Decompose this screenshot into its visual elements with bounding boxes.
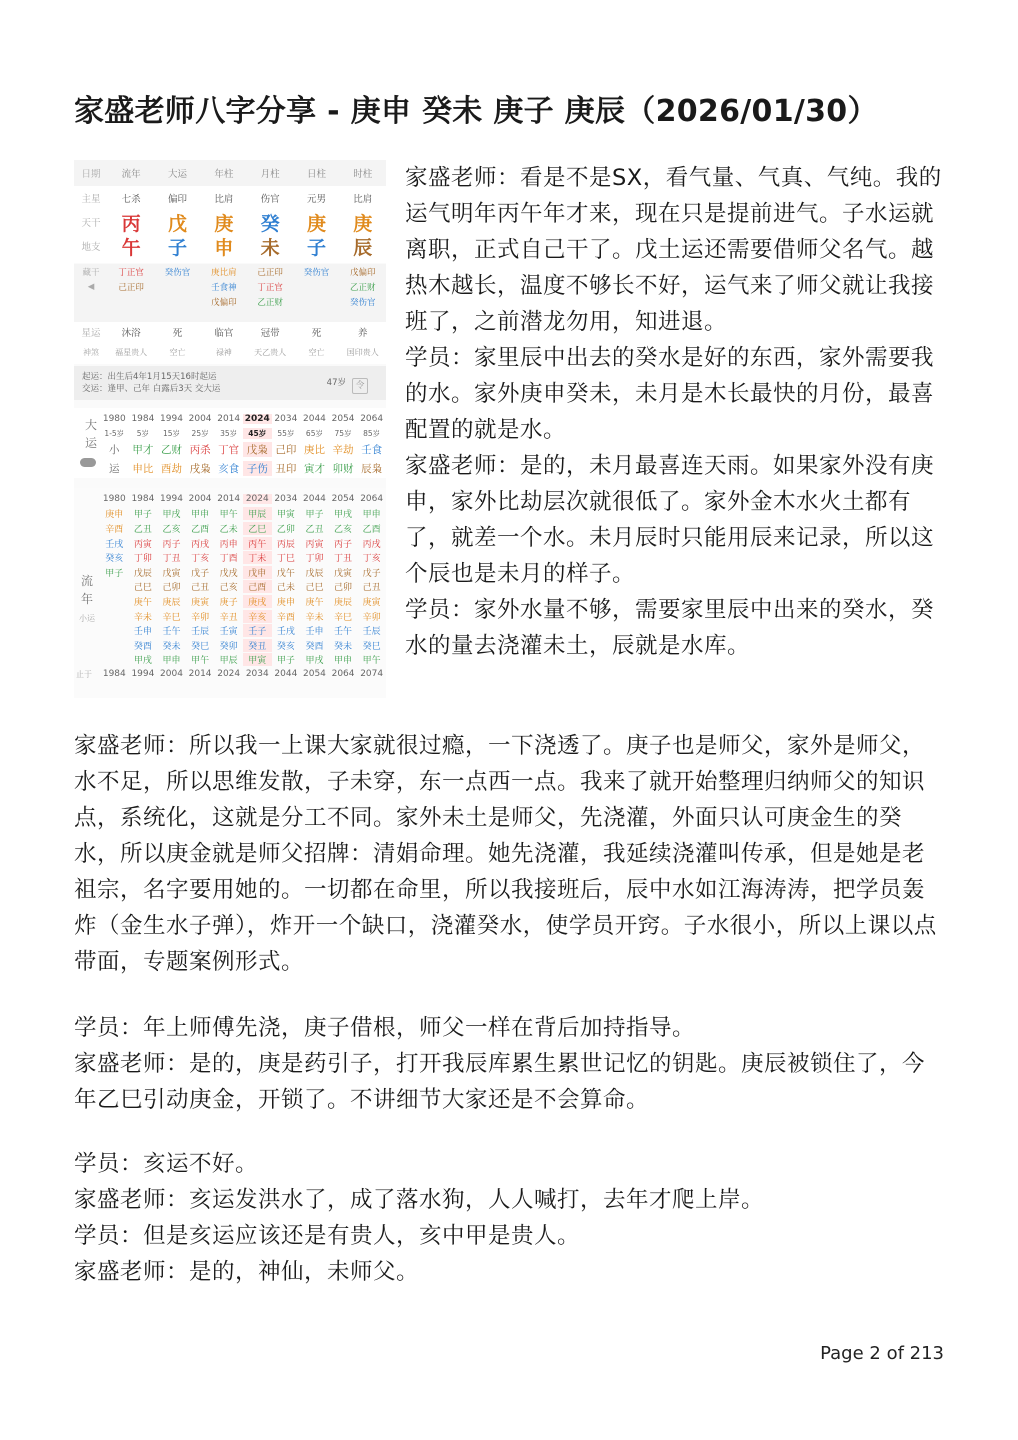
- shensha-cell[interactable]: 福星贵人: [115, 347, 148, 357]
- dayun-year-current[interactable]: 2024: [244, 414, 270, 424]
- liunian-ganzhi-cell[interactable]: 戊子: [191, 568, 210, 579]
- liunian-ganzhi-cell[interactable]: 庚午: [305, 597, 324, 608]
- calendar-icon[interactable]: 令: [352, 378, 368, 394]
- dayun-zhi: 运: [109, 463, 120, 475]
- header-label: 月柱: [260, 169, 280, 180]
- liunian-ganzhi-cell[interactable]: 乙酉: [191, 524, 210, 535]
- dayun-age: 25岁: [191, 428, 209, 438]
- shishen-cell: 比肩: [353, 194, 373, 205]
- dayun-year[interactable]: 2044: [303, 414, 326, 424]
- dayun-year[interactable]: 1980: [102, 414, 126, 424]
- liunian-ganzhi-cell[interactable]: 辛巳: [334, 612, 353, 623]
- shishen-row: [74, 186, 386, 210]
- dayun-zhi: 酉劫: [160, 463, 182, 475]
- jiaoyun-text: 交运：逢甲、己年 白露后3天 交大运: [82, 384, 221, 394]
- liunian-ganzhi-cell[interactable]: 丙子: [334, 539, 353, 550]
- qiyun-section: [74, 366, 386, 400]
- liunian-ganzhi-cell[interactable]: 乙亥: [334, 524, 353, 535]
- canggan-row-1: [74, 264, 386, 279]
- tiangan-row: [74, 210, 386, 234]
- dayun-gan: 庚比: [303, 444, 325, 456]
- liunian-years-cell[interactable]: 1980: [102, 494, 126, 505]
- liunian-ganzhi-cell[interactable]: 癸酉: [305, 641, 324, 652]
- canggan-cell: 丁正官: [257, 282, 283, 293]
- end-label: 止于: [76, 669, 92, 679]
- liunian-years-cell[interactable]: 2064: [360, 494, 384, 505]
- dayun-gan: 乙财: [160, 444, 182, 456]
- liunian-ganzhi-cell[interactable]: 丁亥: [191, 554, 210, 565]
- side-text-block: [405, 160, 945, 664]
- liunian-ganzhi-row: [100, 521, 386, 536]
- liunian-ganzhi-cell[interactable]: 癸丑: [243, 639, 272, 652]
- liunian-ganzhi-cell[interactable]: 己丑: [362, 583, 381, 594]
- dayun-zhi: 辰枭: [361, 463, 383, 475]
- liunian-years-cell[interactable]: 2024: [243, 494, 272, 504]
- liunian-ganzhi-cell[interactable]: 丙申: [219, 539, 238, 550]
- liunian-ganzhi-cell[interactable]: 庚申: [276, 597, 295, 608]
- liunian-end-cell[interactable]: 1994: [131, 669, 155, 680]
- liunian-end-cell[interactable]: 2004: [160, 669, 183, 680]
- liunian-ganzhi-cell[interactable]: 壬申: [305, 627, 324, 638]
- liunian-ganzhi-cell[interactable]: 甲戌: [133, 656, 152, 667]
- body-text-block-2: [74, 1010, 946, 1118]
- liunian-ganzhi-cell[interactable]: 丙寅: [305, 539, 324, 550]
- liunian-ganzhi-cell[interactable]: 丙戌: [362, 539, 381, 550]
- liunian-ganzhi-cell[interactable]: 甲午: [362, 656, 381, 667]
- liunian-ganzhi-cell[interactable]: 戊辰: [305, 568, 324, 579]
- paragraph: 家盛老师：看是不是SX，看气量、气真、气纯。我的运气明年丙午年才来，现在只是提前进气。子水运就离职，正式自己干了。戊土运还需要借师父名气。越热木越长，温度不够长不好，运气来了师父就让我接班了，之前潜龙勿用，知进退。: [405, 165, 942, 335]
- canggan-cell: 戊偏印: [350, 267, 376, 278]
- liunian-ganzhi-cell[interactable]: 辛酉: [105, 524, 124, 535]
- liunian-ganzhi-cell[interactable]: 壬申: [133, 627, 152, 638]
- tiangan-cell: 戊: [167, 212, 187, 235]
- liunian-ganzhi-cell[interactable]: 乙卯: [276, 524, 295, 535]
- liunian-ganzhi-row: [100, 580, 386, 595]
- paragraph: 家盛老师：是的，庚是药引子，打开我辰库累生累世记忆的钥匙。庚辰被锁住了，今年乙巳引动庚金，开锁了。不讲细节大家还是不会算命。: [74, 1051, 926, 1113]
- liunian-ganzhi-cell[interactable]: 丙辰: [276, 539, 295, 550]
- paragraph: 家盛老师：亥运发洪水了，成了落水狗，人人喊打，去年才爬上岸。: [74, 1187, 765, 1213]
- dayun-gan: 小: [109, 444, 120, 456]
- liunian-ganzhi-cell[interactable]: 甲寅: [243, 653, 272, 666]
- paragraph: 家盛老师：所以我一上课大家就很过瘾，一下浇透了。庚子也是师父，家外是师父，水不足，所以思维发散，子未穿，东一点西一点。我来了就开始整理归纳师父的知识点，系统化，这就是分工不同。家外未土是师父，先浇灌，外面只认可庚金生的癸水，所以庚金就是师父招牌：清娟命理。她先浇灌，我延续浇灌叫传承，但是她是老祖宗，名字要用她的。一切都在命里，所以我接班后，辰中水如江海涛涛，把学员轰炸（金生水子弹），炸开一个缺口，浇灌癸水，使学员开窍。子水很小，所以上课以点带面，专题案例形式。: [74, 733, 937, 975]
- dayun-age: 1-5岁: [104, 428, 125, 438]
- row-label: 主星: [81, 194, 101, 205]
- dayun-gan: 丙杀: [189, 444, 211, 456]
- shensha-cell[interactable]: 国印贵人: [346, 347, 379, 357]
- liunian-ganzhi-cell[interactable]: 壬辰: [362, 627, 381, 638]
- dayun-year[interactable]: 1984: [131, 414, 155, 424]
- liunian-ganzhi-cell[interactable]: 甲子: [276, 656, 295, 667]
- liunian-ganzhi-cell[interactable]: 甲午: [191, 656, 210, 667]
- shishen-cell: 七杀: [121, 194, 141, 205]
- qiyun-text: 起运：出生后4年1月15天16时起运: [82, 372, 217, 382]
- dayun-gan-row: [100, 440, 386, 459]
- xingyun-section: [74, 322, 386, 364]
- dayun-section: [74, 408, 386, 478]
- liunian-ganzhi-cell[interactable]: 庚戌: [243, 595, 272, 608]
- xingyun-cell: 养: [358, 328, 368, 339]
- liunian-ganzhi-cell[interactable]: 辛卯: [362, 612, 381, 623]
- liunian-ganzhi-cell[interactable]: 癸未: [162, 641, 181, 652]
- liunian-ganzhi-cell[interactable]: 庚辰: [334, 597, 353, 608]
- liunian-ganzhi-cell[interactable]: 癸卯: [219, 641, 238, 652]
- liunian-ganzhi-cell[interactable]: 庚寅: [191, 597, 210, 608]
- liunian-ganzhi-cell[interactable]: 丁丑: [334, 554, 353, 565]
- dayun-zhi: 申比: [132, 463, 154, 475]
- liunian-ganzhi-cell[interactable]: 甲子: [133, 510, 152, 521]
- dayun-age: 45岁: [243, 428, 272, 439]
- dayun-year[interactable]: 1994: [160, 414, 183, 424]
- liunian-ganzhi-row: [100, 609, 386, 624]
- liunian-ganzhi-cell[interactable]: 丁酉: [219, 554, 238, 565]
- dayun-gan: 壬食: [361, 444, 383, 456]
- dayun-age: 5岁: [136, 428, 150, 438]
- dayun-zhi: 子伤: [243, 461, 272, 476]
- canggan-cell: 乙正财: [257, 297, 283, 308]
- liunian-ganzhi-cell[interactable]: 甲午: [219, 510, 238, 521]
- dayun-years-row: [100, 412, 386, 426]
- shishen-cell: 元男: [306, 194, 326, 205]
- row-label: 藏干: [82, 267, 100, 278]
- xingyun-cell: 死: [311, 328, 322, 339]
- canggan-cell: 乙正财: [350, 282, 376, 293]
- liunian-ganzhi-cell[interactable]: 庚寅: [362, 597, 381, 608]
- canggan-cell: 己正印: [118, 282, 144, 293]
- shishen-cell: 偏印: [167, 194, 187, 205]
- dayun-age: 55岁: [277, 428, 295, 438]
- tiangan-cell: 丙: [121, 212, 141, 235]
- liunian-ganzhi-cell[interactable]: 己卯: [334, 583, 353, 594]
- liunian-ganzhi-cell[interactable]: 壬戌: [105, 539, 124, 550]
- liunian-ganzhi-cell[interactable]: 癸巳: [191, 641, 210, 652]
- liunian-ganzhi-row: [100, 623, 386, 638]
- liunian-ganzhi-row: [100, 565, 386, 580]
- liunian-ganzhi-cell[interactable]: 辛巳: [162, 612, 181, 623]
- liunian-ganzhi-cell[interactable]: 戊辰: [133, 568, 152, 579]
- liunian-ganzhi-cell[interactable]: 戊戌: [219, 568, 238, 579]
- dayun-gan: 戊枭: [243, 442, 272, 457]
- liunian-ganzhi-cell[interactable]: 己亥: [219, 583, 238, 594]
- liunian-ganzhi-cell[interactable]: 乙丑: [305, 524, 324, 535]
- liunian-ganzhi-cell[interactable]: 戊午: [276, 568, 295, 579]
- liunian-ganzhi-cell[interactable]: 壬午: [334, 627, 353, 638]
- tiangan-cell: 庚: [306, 212, 326, 235]
- liunian-ganzhi-cell[interactable]: 丁卯: [305, 554, 324, 565]
- liunian-end-row: [100, 667, 386, 682]
- liunian-ganzhi-cell[interactable]: 庚午: [133, 597, 152, 608]
- liunian-ganzhi-cell[interactable]: 辛亥: [243, 610, 272, 623]
- pillar-header-row: [74, 160, 386, 186]
- liunian-ganzhi-cell[interactable]: 丁丑: [162, 554, 181, 565]
- dayun-age: 35岁: [220, 428, 238, 438]
- dizhi-cell: 申: [214, 236, 234, 259]
- liunian-ganzhi-cell[interactable]: 壬子: [243, 624, 272, 637]
- liunian-ganzhi-cell[interactable]: 甲戌: [334, 510, 353, 521]
- liunian-ganzhi-cell[interactable]: 甲戌: [305, 656, 324, 667]
- liunian-ganzhi-cell[interactable]: 甲子: [105, 568, 124, 579]
- liunian-ganzhi-cell[interactable]: 己卯: [162, 583, 181, 594]
- paragraph: 家盛老师：是的，神仙，未师父。: [74, 1259, 420, 1285]
- xiaoyun-label: 小运: [79, 614, 95, 623]
- liunian-ganzhi-row: [100, 594, 386, 609]
- liunian-ganzhi-cell[interactable]: 甲申: [191, 510, 210, 521]
- liunian-ganzhi-cell[interactable]: 乙酉: [362, 524, 381, 535]
- liunian-ganzhi-cell[interactable]: 丁亥: [362, 554, 381, 565]
- header-label: 大运: [167, 169, 187, 180]
- liunian-ganzhi-cell[interactable]: 甲寅: [276, 510, 295, 521]
- row-label: 天干: [81, 218, 101, 229]
- liunian-years-cell[interactable]: 2014: [217, 494, 241, 505]
- liunian-ganzhi-cell[interactable]: 辛未: [305, 612, 324, 623]
- dayun-zhi-row: [100, 459, 386, 478]
- canggan-cell: 庚比肩: [211, 267, 237, 278]
- dayun-zhi: 卯财: [332, 463, 354, 475]
- liunian-end-cell[interactable]: 2044: [274, 669, 298, 680]
- liunian-ganzhi-cell[interactable]: 戊寅: [334, 568, 353, 579]
- canggan-section: [74, 264, 386, 330]
- liunian-ganzhi-cell[interactable]: 癸酉: [133, 641, 152, 652]
- canggan-cell: 癸伤官: [350, 297, 376, 308]
- liunian-years-cell[interactable]: 2034: [274, 494, 298, 505]
- dayun-gan: 己印: [275, 444, 297, 456]
- body-text-block-3: [74, 1146, 946, 1290]
- row-label: 星运: [81, 328, 101, 339]
- liunian-ganzhi-cell[interactable]: 壬寅: [219, 627, 238, 638]
- canggan-cell: 己正印: [257, 267, 283, 278]
- liunian-ganzhi-cell[interactable]: 甲申: [334, 656, 353, 667]
- dayun-zhi: 寅才: [303, 463, 325, 475]
- xingyun-cell: 临官: [214, 328, 234, 339]
- liunian-ganzhi-cell[interactable]: 丁未: [243, 551, 272, 564]
- dizhi-row: [74, 234, 386, 258]
- liunian-end-cell[interactable]: 2064: [331, 669, 355, 680]
- liunian-ganzhi-cell[interactable]: 辛丑: [219, 612, 238, 623]
- liunian-ganzhi-row: [100, 507, 386, 522]
- liunian-ganzhi-cell[interactable]: 辛未: [133, 612, 152, 623]
- expand-arrow-icon[interactable]: ◀: [87, 281, 95, 292]
- dayun-year[interactable]: 2014: [217, 414, 241, 424]
- dayun-zhi: 丑印: [275, 463, 297, 475]
- dayun-side-label: 大运: [84, 418, 97, 450]
- tiangan-cell: 癸: [260, 212, 280, 235]
- dayun-zhi: 戌枭: [189, 463, 211, 475]
- header-label: 年柱: [214, 169, 234, 180]
- liunian-ganzhi-cell[interactable]: 甲申: [362, 510, 381, 521]
- liunian-ganzhi-cell[interactable]: 己巳: [305, 583, 324, 594]
- paragraph: 学员：家里辰中出去的癸水是好的东西，家外需要我的水。家外庚申癸未，未月是木长最快的月份，最喜配置的就是水。: [405, 345, 935, 443]
- dizhi-cell: 辰: [353, 236, 373, 259]
- xingyun-row: [74, 322, 386, 342]
- liunian-ganzhi-cell[interactable]: 己酉: [243, 580, 272, 593]
- tiangan-cell: 庚: [214, 212, 234, 235]
- dayun-year[interactable]: 2034: [274, 414, 298, 424]
- liunian-ganzhi-cell[interactable]: 癸巳: [362, 641, 381, 652]
- header-label: 日期: [81, 169, 101, 180]
- canggan-row-2: [74, 279, 386, 294]
- liunian-ganzhi-cell[interactable]: 癸亥: [276, 641, 295, 652]
- shensha-cell[interactable]: 空亡: [169, 347, 186, 357]
- canggan-row-3: [74, 294, 386, 309]
- liunian-ganzhi-cell[interactable]: 丁卯: [133, 554, 152, 565]
- paragraph: 家盛老师：是的，未月最喜连天雨。如果家外没有庚申，家外比劫层次就很低了。家外金木水火土都有了，就差一个水。未月辰时只能用辰来记录，所以这个辰也是未月的样子。: [405, 453, 935, 587]
- liunian-ganzhi-cell[interactable]: 辛卯: [191, 612, 210, 623]
- dayun-year[interactable]: 2004: [188, 414, 212, 424]
- liunian-years-cell[interactable]: 1984: [131, 494, 155, 505]
- liunian-ganzhi-cell[interactable]: 丙寅: [133, 539, 152, 550]
- paragraph: 学员：但是亥运应该还是有贵人，亥中甲是贵人。: [74, 1223, 581, 1249]
- canggan-cell: 丁正官: [118, 267, 144, 278]
- liunian-years-cell[interactable]: 1994: [160, 494, 183, 505]
- liunian-end-cell[interactable]: 2074: [360, 669, 384, 680]
- dayun-age: 85岁: [363, 428, 381, 438]
- liunian-ganzhi-cell[interactable]: 甲戌: [162, 510, 181, 521]
- canggan-cell: 癸伤官: [164, 267, 191, 278]
- liunian-ganzhi-cell[interactable]: 壬辰: [191, 627, 210, 638]
- liunian-ganzhi-cell[interactable]: 乙亥: [162, 524, 181, 535]
- shishen-cell: 比肩: [214, 194, 234, 205]
- liunian-ganzhi-cell[interactable]: 乙巳: [243, 522, 272, 535]
- shishen-cell: 伤官: [260, 194, 280, 205]
- dizhi-cell: 未: [260, 236, 280, 259]
- canggan-cell: 戊偏印: [211, 297, 237, 308]
- dayun-year[interactable]: 2064: [360, 414, 384, 424]
- liunian-ganzhi-cell[interactable]: 丁巳: [276, 554, 295, 565]
- dizhi-cell: 子: [167, 236, 187, 259]
- dayun-grid: [100, 412, 386, 478]
- xingyun-cell: 冠带: [260, 328, 280, 339]
- liunian-ganzhi-cell[interactable]: 戊子: [362, 568, 381, 579]
- liunian-ganzhi-cell[interactable]: 丙戌: [191, 539, 210, 550]
- tiangan-cell: 庚: [353, 212, 373, 235]
- header-label: 时柱: [353, 169, 373, 180]
- dizhi-cell: 子: [306, 236, 326, 259]
- pillars-section: [74, 160, 386, 263]
- liunian-section: [74, 488, 386, 698]
- liunian-ganzhi-cell[interactable]: 乙丑: [133, 524, 152, 535]
- liunian-ganzhi-cell[interactable]: 己未: [276, 583, 295, 594]
- dayun-gan: 辛劫: [332, 444, 354, 456]
- xingyun-cell: 沐浴: [121, 328, 141, 339]
- liunian-ganzhi-cell[interactable]: 甲申: [162, 656, 181, 667]
- liunian-ganzhi-cell[interactable]: 乙未: [219, 524, 238, 535]
- bazi-chart: [74, 160, 386, 698]
- liunian-ganzhi-row: [100, 536, 386, 551]
- shensha-row: [74, 342, 386, 362]
- dizhi-cell: 午: [121, 236, 141, 259]
- xingyun-cell: 死: [172, 328, 183, 339]
- paragraph: 学员：家外水量不够，需要家里辰中出来的癸水，癸水的量去浇灌未土，辰就是水库。: [405, 597, 935, 659]
- liunian-ganzhi-cell[interactable]: 癸未: [334, 641, 353, 652]
- liunian-ganzhi-cell[interactable]: 庚子: [219, 597, 238, 608]
- xiaoyun-toggle[interactable]: [80, 458, 96, 467]
- dayun-age: 65岁: [305, 428, 323, 438]
- liunian-end-cell[interactable]: 2014: [188, 669, 212, 680]
- liunian-ganzhi-cell[interactable]: 丙午: [243, 537, 272, 550]
- liunian-years-cell[interactable]: 2054: [331, 494, 355, 505]
- paragraph: 学员：亥运不好。: [74, 1151, 259, 1177]
- header-label: 流年: [121, 169, 141, 180]
- liunian-ganzhi-cell[interactable]: 辛酉: [276, 612, 295, 623]
- liunian-ganzhi-cell[interactable]: 己巳: [133, 583, 152, 594]
- liunian-years-cell[interactable]: 2004: [188, 494, 212, 505]
- liunian-side-text: 流年: [80, 574, 93, 606]
- header-label: 日柱: [306, 169, 326, 180]
- liunian-end-cell[interactable]: 1984: [102, 669, 126, 680]
- row-label: 神煞: [83, 347, 99, 357]
- dayun-zhi: 亥食: [218, 463, 240, 475]
- canggan-cell: 壬食神: [211, 282, 237, 293]
- liunian-ganzhi-cell[interactable]: 戊申: [243, 566, 272, 579]
- row-label: 地支: [81, 242, 101, 253]
- liunian-years-cell[interactable]: 2044: [303, 494, 326, 505]
- liunian-ganzhi-row: [100, 638, 386, 653]
- dayun-gan: 丁官: [218, 444, 240, 456]
- dayun-ages-row: [100, 426, 386, 440]
- liunian-end-cell[interactable]: 2054: [303, 669, 326, 680]
- liunian-ganzhi-cell[interactable]: 戊寅: [162, 568, 181, 579]
- liunian-ganzhi-cell[interactable]: 癸亥: [105, 554, 124, 565]
- liunian-ganzhi-row: [100, 550, 386, 565]
- dayun-age: 75岁: [334, 428, 352, 438]
- canggan-cell: 癸伤官: [303, 267, 330, 278]
- liunian-end-cell[interactable]: 2034: [245, 669, 269, 680]
- liunian-ganzhi-cell[interactable]: 己丑: [191, 583, 210, 594]
- liunian-ganzhi-cell[interactable]: 壬午: [162, 627, 181, 638]
- dayun-age: 15岁: [162, 428, 180, 438]
- shensha-cell[interactable]: 天乙贵人: [254, 347, 287, 357]
- liunian-ganzhi-cell[interactable]: 丙子: [162, 539, 181, 550]
- liunian-ganzhi-cell[interactable]: 庚辰: [162, 597, 181, 608]
- dayun-year[interactable]: 2054: [331, 414, 355, 424]
- age-label: 47岁: [326, 378, 346, 388]
- liunian-ganzhi-cell[interactable]: 甲辰: [219, 656, 238, 667]
- liunian-side-label: [76, 572, 98, 628]
- page-title: 家盛老师八字分享 - 庚申 癸未 庚子 庚辰（2026/01/30）: [74, 94, 878, 129]
- liunian-ganzhi-cell[interactable]: 庚申: [105, 510, 124, 521]
- liunian-ganzhi-row: [100, 653, 386, 668]
- liunian-years-row: [100, 492, 386, 507]
- liunian-ganzhi-cell[interactable]: 壬戌: [276, 627, 295, 638]
- liunian-ganzhi-cell[interactable]: 甲辰: [243, 507, 272, 520]
- body-text-block-1: [74, 728, 946, 980]
- shensha-cell[interactable]: 禄神: [215, 347, 232, 357]
- shensha-cell[interactable]: 空亡: [308, 347, 325, 357]
- dayun-gan: 甲才: [132, 444, 154, 456]
- page-number: Page 2 of 213: [820, 1343, 944, 1364]
- paragraph: 学员：年上师傅先浇，庚子借根，师父一样在背后加持指导。: [74, 1015, 696, 1041]
- liunian-end-cell[interactable]: 2024: [217, 669, 241, 680]
- liunian-ganzhi-cell[interactable]: 甲子: [305, 510, 324, 521]
